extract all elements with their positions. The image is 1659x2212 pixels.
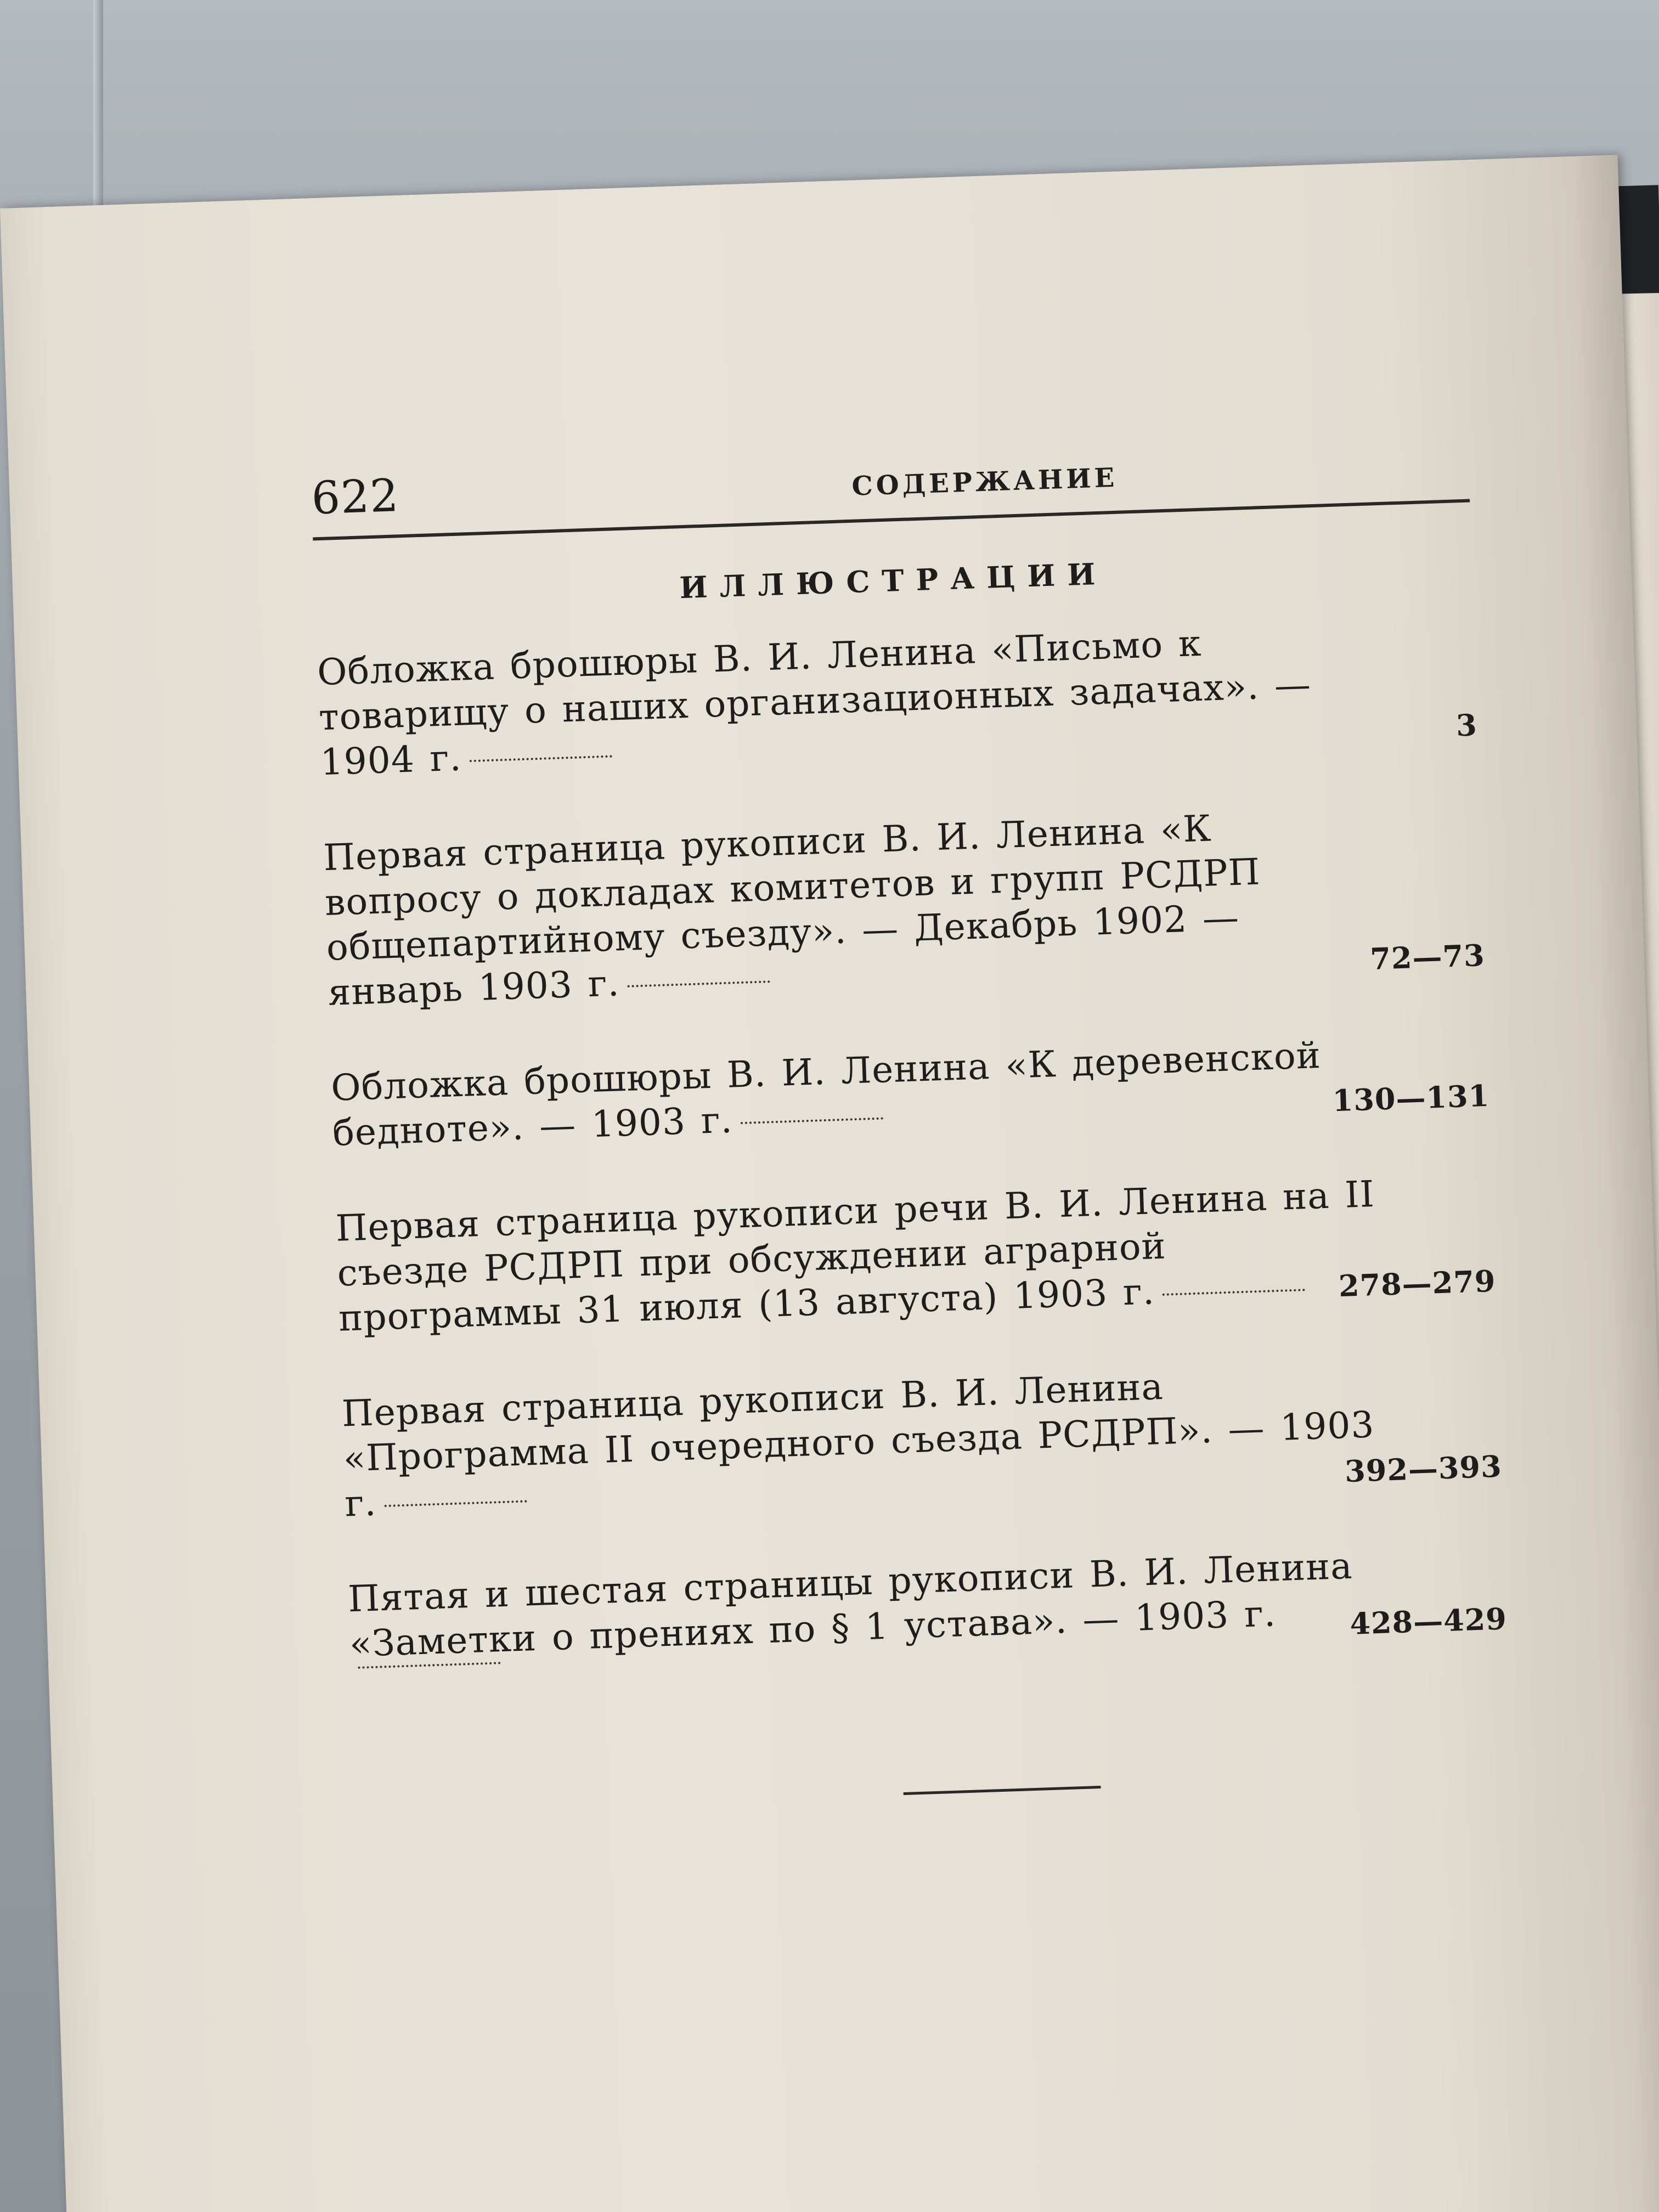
dot-leader: [384, 1500, 527, 1507]
entry-text: Первая страница рукописи В. И. Ленина «К вопросу о докладах комитетов и групп РСДРП общепартийному съезду». — Декабрь 1902 — январь 1903 г.: [323, 807, 1261, 1014]
section-title: ИЛЛЮСТРАЦИИ: [679, 556, 1108, 606]
entry-text: Обложка брошюры В. И. Ленина «К деревенской бедноте». — 1903 г.: [330, 1034, 1322, 1154]
list-item: [335, 1168, 1497, 1341]
book-page: [0, 155, 1659, 2212]
illustrations-list: [317, 612, 1508, 1679]
page-number: 622: [311, 470, 400, 525]
entry-pages: 3: [1455, 707, 1478, 743]
page-header: [311, 435, 1470, 544]
entry-pages: 130—131: [1331, 1077, 1491, 1119]
end-rule: [904, 1786, 1101, 1795]
entry-text: Первая страница рукописи В. И. Ленина «Программа II очередного съезда РСДРП». — 1903 г.: [341, 1365, 1375, 1525]
entry-pages: 278—279: [1338, 1263, 1497, 1304]
list-item: [341, 1353, 1503, 1527]
entry-pages: 72—73: [1369, 938, 1486, 977]
dot-leader: [469, 755, 612, 763]
entry-text: Первая страница рукописи речи В. И. Ленина на II съезде РСДРП при обсуждении аграрной программы 31 июля (13 августа) 1903 г.: [335, 1172, 1375, 1340]
dot-leader: [627, 980, 770, 988]
entry-text: Пятая и шестая страницы рукописи В. И. Ленина «Заметки о прениях по § 1 устава». — 1903 г.: [347, 1544, 1353, 1666]
running-title: СОДЕРЖАНИЕ: [851, 462, 1119, 502]
entry-pages: 428—429: [1349, 1601, 1508, 1641]
list-item: [330, 1028, 1490, 1156]
list-item: [317, 612, 1478, 785]
header-rule: [313, 499, 1470, 540]
entry-pages: 392—393: [1344, 1448, 1503, 1489]
entry-text: Обложка брошюры В. И. Ленина «Письмо к товарищу о наших организационных задачах». — 1904 г.: [317, 622, 1312, 784]
list-item: [323, 797, 1486, 1015]
dot-leader: [741, 1118, 883, 1125]
list-item: [347, 1538, 1508, 1679]
page-content: [311, 435, 1509, 1730]
dot-leader: [1163, 1289, 1305, 1296]
